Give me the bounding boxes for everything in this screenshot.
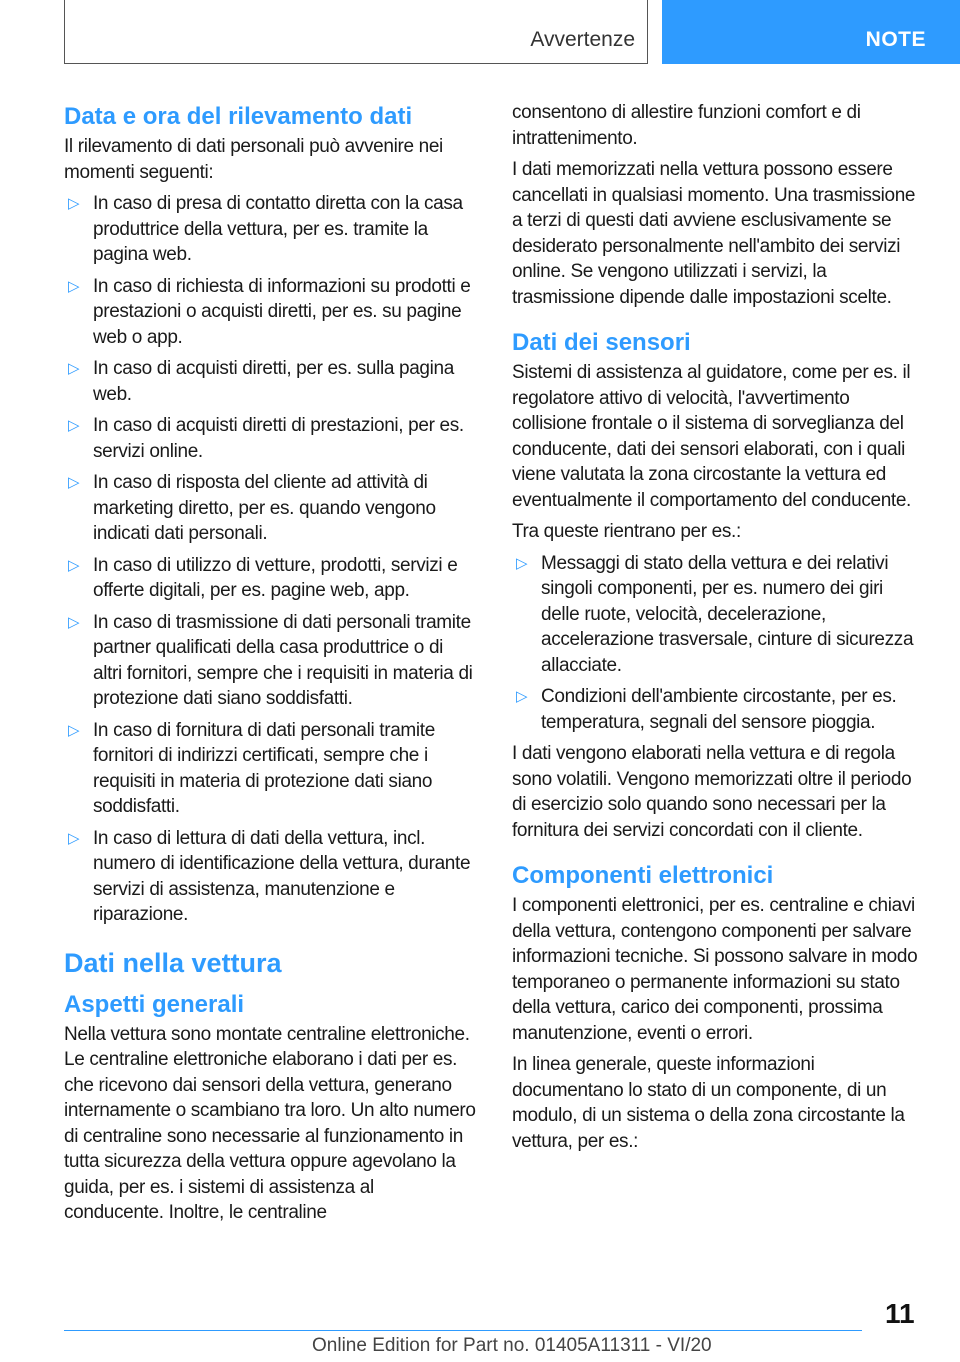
paragraph-memorizzati: I dati memorizzati nella vettura possono essere cancellati in qualsiasi momento. Una trasmissione a terzi di questi dati avviene esclusivamente se desiderato personalmente nell'ambito dei servizi online. Se vengono utilizzati i servizi, la trasmissione dipende dalle impostazioni scelte. [512, 159, 916, 308]
paragraph-componenti: I componenti elettronici, per es. centraline e chiavi della vettura, contengono componenti per salvare informazioni tecniche. Si possono salvare in modo temporaneo o permanente informazioni su stato della vettura, carico dei componenti, prossima manutenzione, eventi o errori. [512, 895, 918, 1044]
triangle-bullet-icon: ▷ [68, 556, 80, 574]
triangle-bullet-icon: ▷ [68, 721, 80, 739]
list-item: ▷ Messaggi di stato della vettura e dei relativi singoli componenti, per es. numero dei giri delle ruote, velocità, decelerazione, accelerazione trasversale, cinture di sicurezza allacciate. [516, 552, 914, 676]
triangle-bullet-icon: ▷ [516, 554, 528, 572]
triangle-bullet-icon: ▷ [68, 417, 80, 434]
paragraph-continuation: consentono di allestire funzioni comfort e di intrattenimento. [512, 102, 861, 149]
heading-dati-vettura: Dati nella vettura [64, 947, 282, 978]
paragraph-intro: Il rilevamento di dati personali può avvenire nei momenti seguenti: [64, 136, 443, 183]
section-label: Avvertenze [530, 28, 635, 51]
left-column [64, 100, 476, 1226]
paragraph-aspetti: Nella vettura sono montate centraline elettroniche. Le centraline elettroniche elaborano i dati per es. che ricevono dai sensori della vettura, generano internamente o scambiano tra loro. Un alto numero di centraline sono necessarie al funzionamento in tutta sicurezza della vettura oppure agevolano la guida, per es. i sistemi di assistenza al conducente. Inoltre, le centraline [64, 1023, 476, 1223]
footer-divider [64, 1330, 862, 1331]
list-item: ▷ In caso di acquisti diretti di prestazioni, per es. servizi online. [68, 415, 464, 462]
triangle-bullet-icon: ▷ [68, 277, 80, 295]
section-tab-label: NOTE [865, 28, 926, 51]
list-item: ▷ In caso di fornitura di dati personali tramite fornitori di indirizzi certificati, sempre che i requisiti in materia di protezione dati siano soddisfatti. [68, 719, 435, 817]
list-item: ▷ In caso di risposta del cliente ad attività di marketing diretto, per es. quando vengono indicati dati personali. [68, 472, 436, 544]
list-item: ▷ In caso di trasmissione di dati personali tramite partner qualificati della casa produttrice o di altri fornitori, sempre che i requisiti in materia di protezione dati siano soddisfatti. [68, 611, 473, 709]
list-item: ▷ In caso di presa di contatto diretta con la casa produttrice della vettura, per es. tramite la pagina web. [68, 193, 463, 265]
heading-data-ora: Data e ora del rilevamento dati [64, 103, 413, 130]
paragraph-sensori: Sistemi di assistenza al guidatore, come per es. il regolatore attivo di velocità, l'avvertimento collisione frontale o il sistema di sorveglianza del conducente, dati dei sensori elaborati, con i quali viene valutata la zona circostante la vettura ed eventualmente il comportamento del conducente. [512, 362, 911, 511]
list-item: ▷ In caso di utilizzo di vetture, prodotti, servizi e offerte digitali, per es. pagine web, app. [68, 554, 458, 601]
right-column [512, 100, 924, 1154]
paragraph-linea-generale: In linea generale, queste informazioni documentano lo stato di un componente, di un modulo, di un sistema o della zona circostante la vettura, per es.: [512, 1054, 905, 1152]
header-section-box [64, 0, 648, 64]
triangle-bullet-icon: ▷ [516, 688, 528, 705]
heading-componenti: Componenti elettronici [512, 862, 774, 889]
page-number: 11 [885, 1298, 915, 1329]
section-tab-note[interactable] [662, 0, 960, 64]
paragraph-elaborati: I dati vengono elaborati nella vettura e di regola sono volatili. Vengono memorizzati oltre il periodo di esercizio solo quando sono necessari per la fornitura dei servizi concordati con il cliente. [512, 743, 912, 841]
triangle-bullet-icon: ▷ [68, 474, 80, 491]
footer-edition: Online Edition for Part no. 01405A11311 - VI/20 [312, 1335, 712, 1356]
triangle-bullet-icon: ▷ [68, 360, 80, 377]
heading-aspetti-generali: Aspetti generali [64, 990, 245, 1018]
paragraph-tra-queste: Tra queste rientrano per es.: [512, 521, 741, 542]
bullet-list-sensori [512, 551, 924, 736]
bullet-list-rilevamento [64, 191, 476, 928]
list-item: ▷ In caso di richiesta di informazioni su prodotti e prestazioni o acquisti diretti, per es. su pagine web o app. [68, 275, 471, 348]
triangle-bullet-icon: ▷ [68, 829, 80, 847]
list-item: ▷ Condizioni dell'ambiente circostante, per es. temperatura, segnali del sensore pioggia. [516, 686, 897, 733]
triangle-bullet-icon: ▷ [68, 613, 80, 631]
list-item: ▷ In caso di acquisti diretti, per es. sulla pagina web. [68, 358, 454, 405]
triangle-bullet-icon: ▷ [68, 195, 80, 212]
heading-dati-sensori: Dati dei sensori [512, 329, 691, 356]
list-item: ▷ In caso di lettura di dati della vettura, incl. numero di identificazione della vettura, durante servizi di assistenza, manutenzione e riparazione. [68, 827, 471, 925]
